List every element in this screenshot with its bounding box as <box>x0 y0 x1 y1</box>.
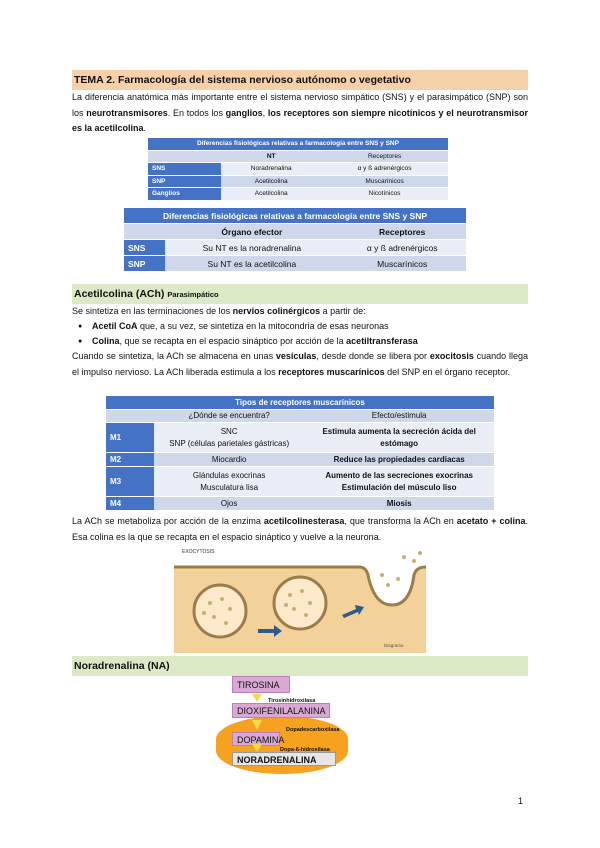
flow-step-noradrenalina: NORADRENALINA <box>232 752 336 766</box>
table-row-label: M1 <box>106 423 154 453</box>
table-row-label: SNS <box>148 163 221 176</box>
table-organo-efector <box>124 208 466 272</box>
bullet-colina: ● Colina, que se recapta en el espacio sináptico por acción de la acetiltransferasa <box>92 334 418 349</box>
table-cell: α y ß adrenérgicos <box>338 240 466 256</box>
enzyme-label: Tirosinhidroxilasa <box>268 698 316 704</box>
table-cell: Miocardio <box>154 453 304 467</box>
table-header <box>106 410 154 423</box>
table-cell: Nicotínicos <box>321 188 448 201</box>
section-heading-na: Noradrenalina (NA) <box>72 656 528 676</box>
table-title: Diferencias fisiológicas relativas a farmacología entre SNS y SNP <box>148 138 448 150</box>
figure-label-diagram: Diagrama <box>384 643 404 648</box>
na-synthesis-flow <box>208 676 358 774</box>
exocytosis-figure <box>174 545 426 653</box>
flow-arrow <box>252 744 262 752</box>
flow-arrow <box>252 720 262 730</box>
table-row-label: M3 <box>106 467 154 497</box>
table-row-label: M4 <box>106 497 154 511</box>
table-cell: Reduce las propiedades cardiacas <box>304 453 494 467</box>
table-cell: α y ß adrenérgicos <box>321 163 448 176</box>
table-row-label: SNP <box>148 175 221 188</box>
flow-step-tirosina: TIROSINA <box>232 676 290 693</box>
page-number: 1 <box>518 796 524 806</box>
enzyme-label: Dopa-ß-hidroxilasa <box>280 747 330 753</box>
table-row-label: SNS <box>124 240 165 256</box>
page-title: TEMA 2. Farmacología del sistema nervioso autónomo o vegetativo <box>72 70 528 90</box>
ach-metabolism-text: La ACh se metaboliza por acción de la enzima acetilcolinesterasa, que transforma la ACh en acetato + colina. Esa colina es la que se recapta en el espacio sináptico y vuelve a la neurona. <box>72 516 528 542</box>
flow-step-dopamina: DOPAMINA <box>232 732 280 746</box>
intro-paragraph: La diferencia anatómica más importante entre el sistema nervioso simpático (SNS) y el parasimpático (SNP) son los neurotransmisores. En todos los ganglios, los receptores son siempre nicotínicos y el neurotransmisor es la acetilcolina. <box>72 92 528 133</box>
enzyme-label: Dopadescarboxilasa <box>286 727 340 733</box>
table-receptores-muscarinicos <box>106 396 494 511</box>
table-cell: Acetilcolina <box>221 188 321 201</box>
table-nt-receptores <box>148 138 448 201</box>
table-title: Diferencias fisiológicas relativas a farmacología entre SNS y SNP <box>124 208 466 224</box>
table-cell: Noradrenalina <box>221 163 321 176</box>
table-header: ¿Dónde se encuentra? <box>154 410 304 423</box>
table-cell: Su NT es la acetilcolina <box>165 256 338 272</box>
figure-label-exocytosis: EXOCYTOSIS <box>182 549 215 555</box>
table-header: Efecto/estimula <box>304 410 494 423</box>
table-header: NT <box>221 150 321 163</box>
table-header <box>148 150 221 163</box>
table-cell: Estimula aumenta la secreción ácida del estómago <box>304 423 494 453</box>
flow-step-dopa: DIOXIFENILALANINA <box>232 703 330 718</box>
table-header <box>124 224 165 240</box>
table-cell: Glándulas exocrinas Musculatura lisa <box>154 467 304 497</box>
table-cell: Ojos <box>154 497 304 511</box>
table-cell: Miosis <box>304 497 494 511</box>
exocytosis-diagram <box>174 545 426 653</box>
table-row-label: SNP <box>124 256 165 272</box>
table-cell: SNC SNP (células parietales gástricas) <box>154 423 304 453</box>
section-heading-ach: Acetilcolina (ACh) Parasimpático <box>72 284 528 304</box>
table-header: Órgano efector <box>165 224 338 240</box>
ach-synthesis-text: Se sintetiza en las terminaciones de los nervios colinérgicos a partir de: <box>72 306 366 316</box>
table-row-label: M2 <box>106 453 154 467</box>
table-cell: Muscarínicos <box>321 175 448 188</box>
table-cell: Muscarínicos <box>338 256 466 272</box>
table-cell: Acetilcolina <box>221 175 321 188</box>
ach-release-text: Cuando se sintetiza, la ACh se almacena en unas vesículas, desde donde se libera por exocitosis cuando llega el impulso nervioso. La ACh liberada estimula a los receptores muscarínicos del SNP en el órgano receptor. <box>72 351 529 377</box>
table-cell: Su NT es la noradrenalina <box>165 240 338 256</box>
table-header: Receptores <box>338 224 466 240</box>
flow-arrow <box>252 694 262 702</box>
table-header: Receptores <box>321 150 448 163</box>
table-row-label: Ganglios <box>148 188 221 201</box>
table-title: Tipos de receptores muscarínicos <box>106 396 494 410</box>
bullet-acetil-coa: ● Acetil CoA que, a su vez, se sintetiza en la mitocondria de esas neuronas <box>92 319 389 334</box>
table-cell: Aumento de las secreciones exocrinas Estimulación del músculo liso <box>304 467 494 497</box>
